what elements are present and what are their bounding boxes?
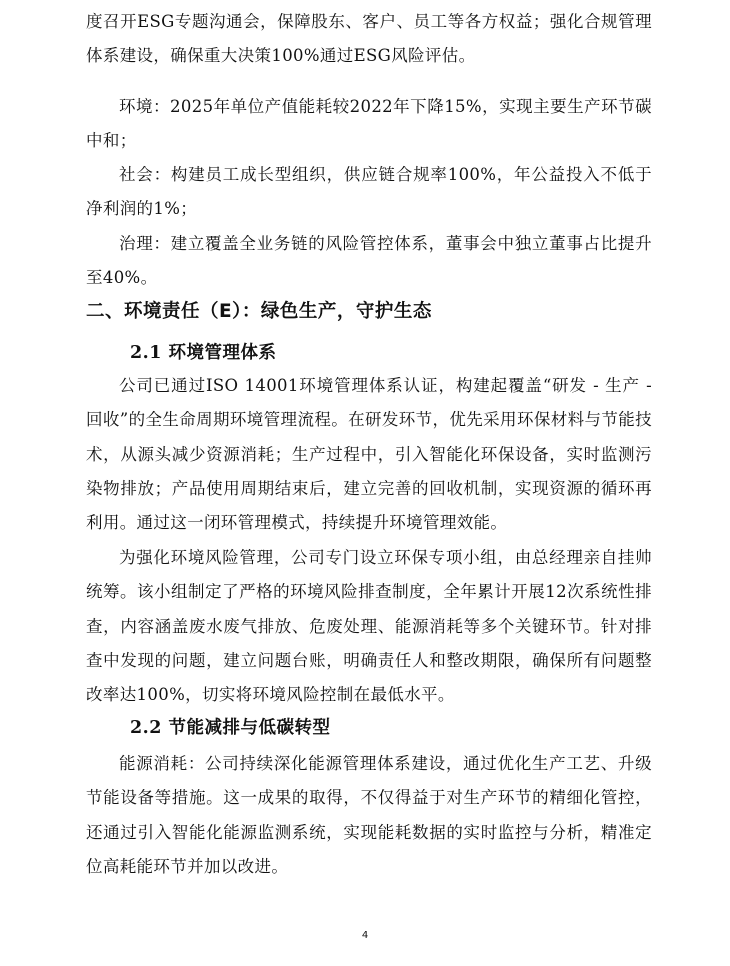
paragraph-esg-communication: 度召开ESG专题沟通会，保障股东、客户、员工等各方权益；强化合规管理体系建设，确保重大决策100%通过ESG风险评估。 — [86, 12, 652, 66]
subsection-heading-environment-management: 2.1 环境管理体系 — [130, 343, 277, 363]
paragraph-iso-certification: 公司已通过ISO 14001环境管理体系认证，构建起覆盖“研发 - 生产 - 回收”的全生命周期环境管理流程。在研发环节，优先采用环保材料与节能技术，从源头减少资源消耗；生产过程中，引入智能化环保设备，实时监测污染物排放；产品使用周期结束后，建立完善的回收机制，实现资源的循环再利用。通过这一闭环管理模式，持续提升环境管理效能。 — [86, 376, 652, 533]
paragraph-risk-management: 为强化环境风险管理，公司专门设立环保专项小组，由总经理亲自挂帅统筹。该小组制定了严格的环境风险排查制度，全年累计开展12次系统性排查，内容涵盖废水废气排放、危废处理、能源消耗等多个关键环节。针对排查中发现的问题，建立问题台账，明确责任人和整改期限，确保所有问题整改率达100%，切实将环境风险控制在最低水平。 — [86, 548, 652, 705]
paragraph-energy-consumption: 能源消耗：公司持续深化能源管理体系建设，通过优化生产工艺、升级节能设备等措施。这一成果的取得，不仅得益于对生产环节的精细化管控，还通过引入智能化能源监测系统，实现能耗数据的实时监控与分析，精准定位高耗能环节并加以改进。 — [86, 754, 652, 876]
paragraph-environment-target: 环境：2025年单位产值能耗较2022年下降15%，实现主要生产环节碳中和； — [86, 97, 652, 151]
paragraph-governance-target: 治理：建立覆盖全业务链的风险管控体系，董事会中独立董事占比提升至40%。 — [86, 234, 652, 288]
section-heading-environment: 二、环境责任（E）：绿色生产，守护生态 — [86, 301, 432, 322]
page-number: 4 — [361, 930, 369, 941]
paragraph-social-target: 社会：构建员工成长型组织，供应链合规率100%，年公益投入不低于净利润的1%； — [86, 165, 652, 219]
subsection-heading-energy-saving: 2.2 节能减排与低碳转型 — [130, 718, 331, 738]
